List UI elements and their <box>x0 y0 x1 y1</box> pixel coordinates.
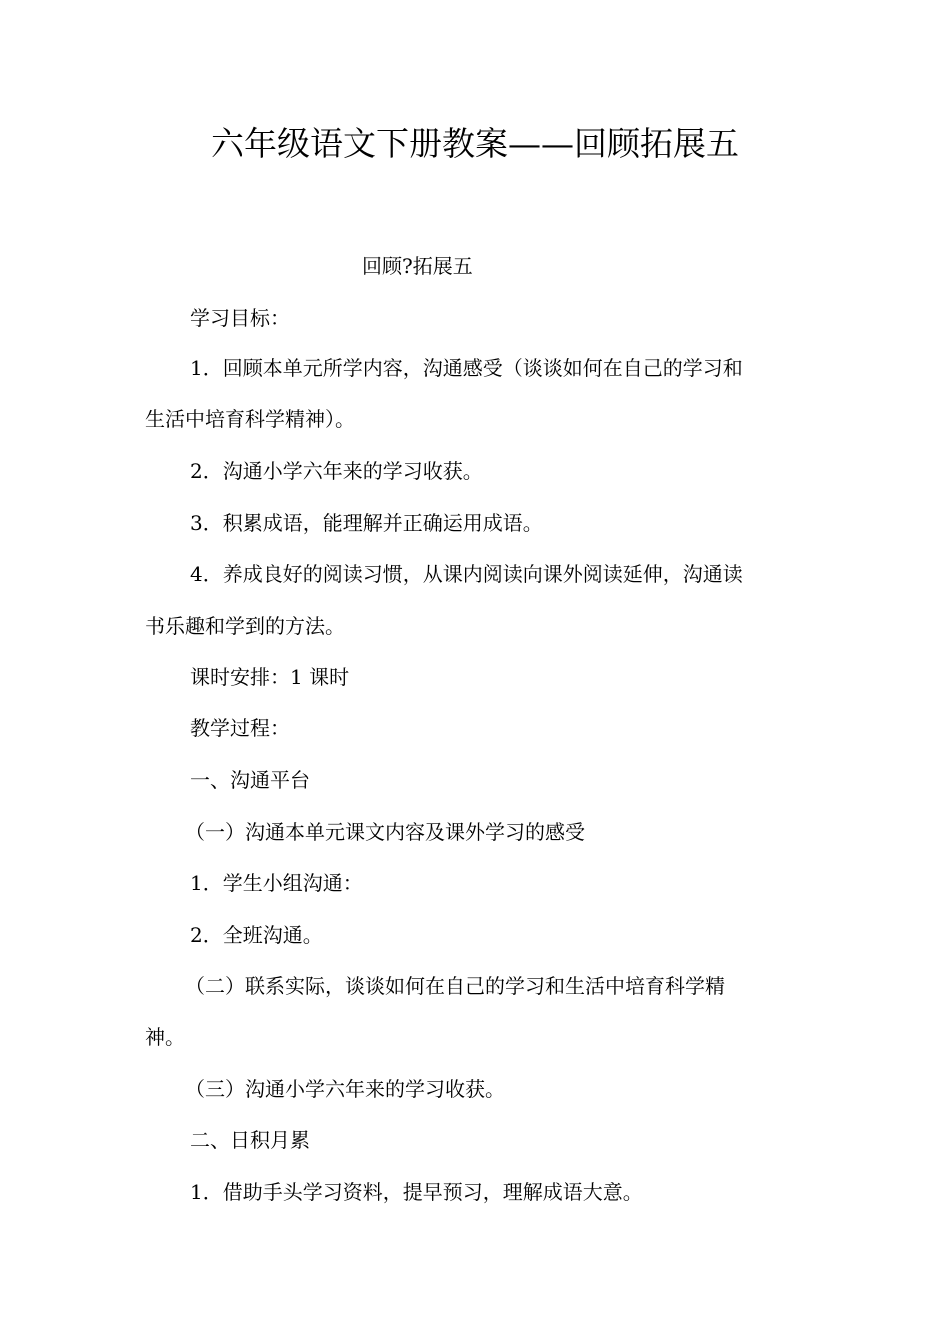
paragraph-goal-1-line-1: 1．回顾本单元所学内容，沟通感受（谈谈如何在自己的学习和 <box>190 356 743 380</box>
document-title: 六年级语文下册教案——回顾拓展五 <box>211 124 739 163</box>
paragraph-process-heading: 教学过程： <box>190 716 290 740</box>
paragraph-section-2-heading: 二、日积月累 <box>190 1128 310 1152</box>
paragraph-goal-2: 2．沟通小学六年来的学习收获。 <box>190 459 483 483</box>
paragraph-subsection-2-line-1: （二）联系实际，谈谈如何在自己的学习和生活中培育科学精 <box>185 974 725 998</box>
paragraph-item-2: 2．全班沟通。 <box>190 923 323 947</box>
paragraph-goal-4-line-2: 书乐趣和学到的方法。 <box>145 614 345 638</box>
paragraph-goal-1-line-2: 生活中培育科学精神）。 <box>145 407 355 431</box>
paragraph-goal-4-line-1: 4．养成良好的阅读习惯，从课内阅读向课外阅读延伸，沟通读 <box>190 562 743 586</box>
paragraph-subsection-1: （一）沟通本单元课文内容及课外学习的感受 <box>185 820 585 844</box>
paragraph-item-1: 1．学生小组沟通： <box>190 871 363 895</box>
paragraph-subsection-2-line-2: 神。 <box>145 1025 185 1049</box>
section-subtitle: 回顾?拓展五 <box>362 254 473 278</box>
paragraph-goal-3: 3．积累成语，能理解并正确运用成语。 <box>190 511 543 535</box>
paragraph-section-1-heading: 一、沟通平台 <box>190 768 310 792</box>
paragraph-section-2-item-1: 1．借助手头学习资料，提早预习，理解成语大意。 <box>190 1180 643 1204</box>
paragraph-schedule: 课时安排：1 课时 <box>190 665 350 689</box>
paragraph-learning-goals-heading: 学习目标： <box>190 306 290 330</box>
paragraph-subsection-3: （三）沟通小学六年来的学习收获。 <box>185 1077 505 1101</box>
